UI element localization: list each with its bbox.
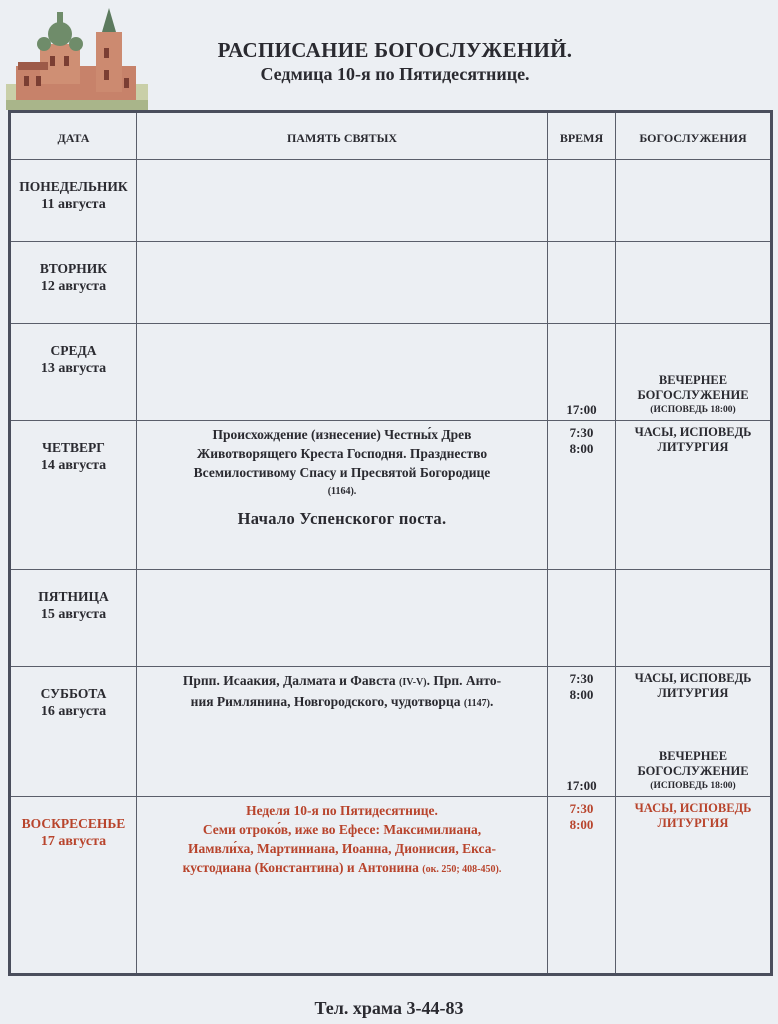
service-cell: ЧАСЫ, ИСПОВЕДЬ ЛИТУРГИЯ bbox=[616, 421, 772, 569]
memory-cell: Происхождение (изнесение) Честны́х Древ Животворящего Креста Господня. Празднество Всемилостивому Спасу и Пресвятой Богородице (1164). Начало Успенскогог поста. bbox=[137, 421, 548, 569]
header-date: ДАТА bbox=[10, 112, 137, 160]
time-cell: 7:30 8:00 bbox=[548, 796, 616, 974]
table-row bbox=[10, 666, 772, 796]
day-cell: ПЯТНИЦА 15 августа bbox=[10, 569, 137, 666]
time-cell: 17:00 bbox=[548, 324, 616, 421]
day-cell: СУББОТА 16 августа bbox=[10, 666, 137, 796]
church-phone: Тел. храма 3-44-83 bbox=[314, 998, 464, 1018]
time-cell: 7:30 8:00 17:00 bbox=[548, 666, 616, 796]
table-row bbox=[10, 160, 772, 242]
time-cell bbox=[548, 569, 616, 666]
church-illustration bbox=[6, 4, 148, 110]
day-cell: ПОНЕДЕЛЬНИК 11 августа bbox=[10, 160, 137, 242]
service-cell: ЧАСЫ, ИСПОВЕДЬ ЛИТУРГИЯ bbox=[616, 796, 772, 974]
table-row bbox=[10, 242, 772, 324]
day-cell: ВОСКРЕСЕНЬЕ 17 августа bbox=[10, 796, 137, 974]
memory-cell bbox=[137, 324, 548, 421]
service-cell: ЧАСЫ, ИСПОВЕДЬ ЛИТУРГИЯ ВЕЧЕРНЕЕ БОГОСЛУЖЕНИЕ (ИСПОВЕДЬ 18:00) bbox=[616, 666, 772, 796]
header-time: ВРЕМЯ bbox=[548, 112, 616, 160]
memory-cell bbox=[137, 160, 548, 242]
time-cell bbox=[548, 160, 616, 242]
service-cell bbox=[616, 569, 772, 666]
memory-cell: Прпп. Исаакия, Далмата и Фавста (IV-V). Прп. Анто- ния Римлянина, Новгородского, чудотворца (1147). bbox=[137, 666, 548, 796]
day-cell: ЧЕТВЕРГ 14 августа bbox=[10, 421, 137, 569]
page-title: РАСПИСАНИЕ БОГОСЛУЖЕНИЙ. bbox=[217, 38, 573, 62]
memory-cell: Неделя 10-я по Пятидесятнице. Семи отроко́в, иже во Ефесе: Максимилиана, Иамвли́ха, Мартиниана, Иоанна, Дионисия, Екса- кустодиана (Константина) и Антонина (ок. 250; 408-450). bbox=[137, 796, 548, 974]
table-row bbox=[10, 421, 772, 569]
table-row bbox=[10, 324, 772, 421]
page-subtitle: Седмица 10-я по Пятидесятнице. bbox=[260, 64, 530, 84]
header-services: БОГОСЛУЖЕНИЯ bbox=[616, 112, 772, 160]
service-cell: ВЕЧЕРНЕЕ БОГОСЛУЖЕНИЕ (ИСПОВЕДЬ 18:00) bbox=[616, 324, 772, 421]
day-cell: СРЕДА 13 августа bbox=[10, 324, 137, 421]
header-memory: ПАМЯТЬ СВЯТЫХ bbox=[137, 112, 548, 160]
memory-cell bbox=[137, 242, 548, 324]
time-cell: 7:30 8:00 bbox=[548, 421, 616, 569]
day-cell: ВТОРНИК 12 августа bbox=[10, 242, 137, 324]
table-row bbox=[10, 796, 772, 974]
table-row bbox=[10, 569, 772, 666]
header-row bbox=[10, 112, 772, 160]
memory-cell bbox=[137, 569, 548, 666]
service-cell bbox=[616, 160, 772, 242]
schedule-table bbox=[8, 110, 773, 976]
time-cell bbox=[548, 242, 616, 324]
service-cell bbox=[616, 242, 772, 324]
